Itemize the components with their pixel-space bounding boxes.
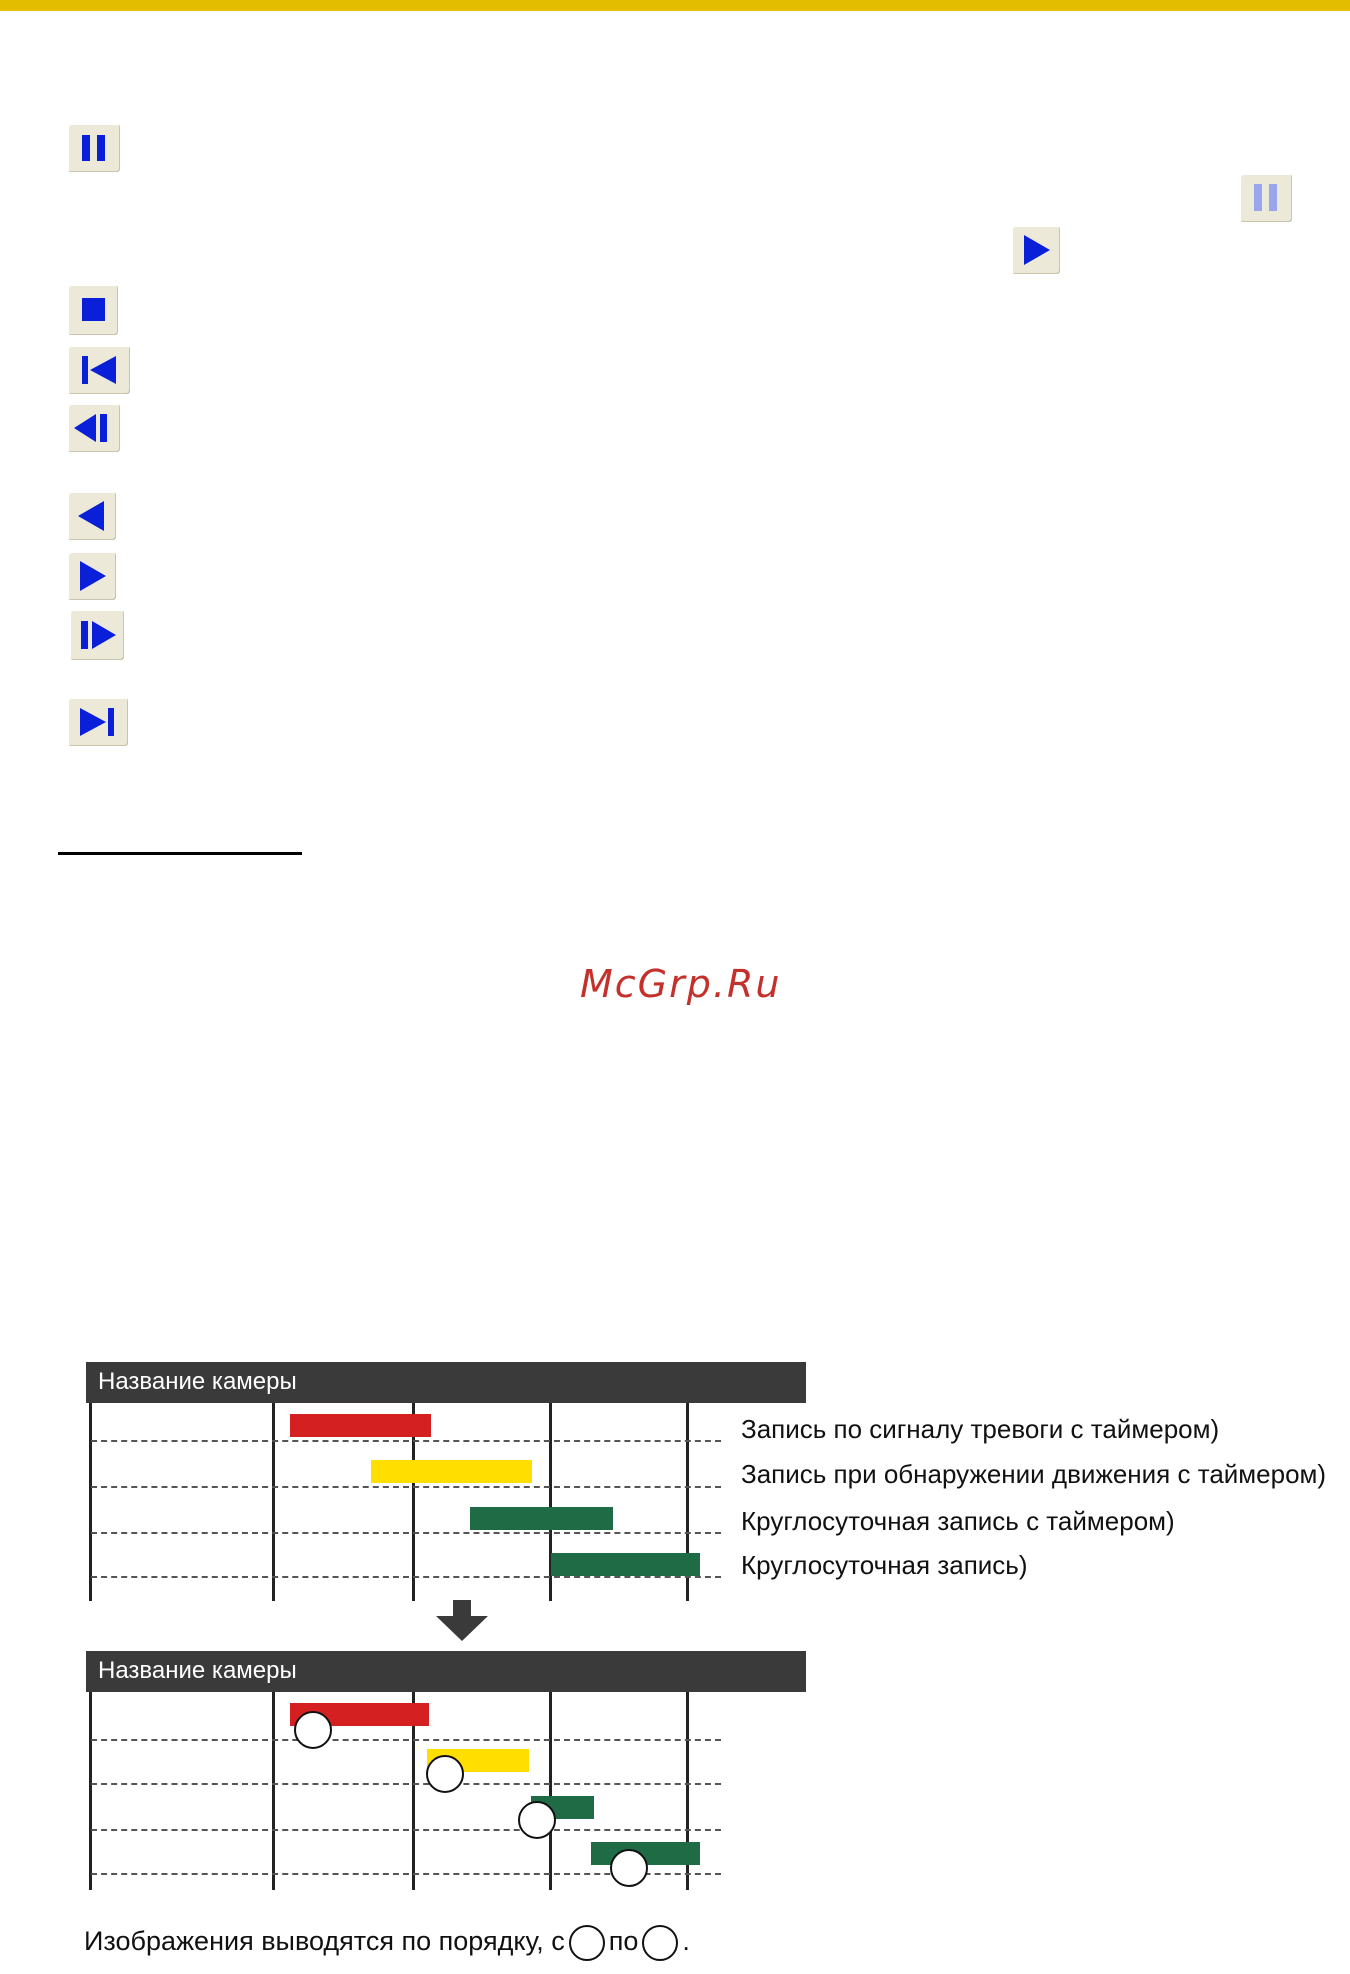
- timeline-divider: [89, 1403, 92, 1601]
- timeline-divider: [272, 1403, 275, 1601]
- alarm-recording-bar: [290, 1414, 431, 1437]
- top-accent-bar: [0, 0, 1350, 11]
- stop-button[interactable]: [68, 285, 118, 335]
- timeline-row-line: [91, 1576, 721, 1578]
- order-marker: [294, 1711, 332, 1749]
- order-marker-last: [642, 1925, 678, 1961]
- step-forward-icon: [70, 610, 124, 660]
- down-arrow-icon: [436, 1600, 488, 1642]
- reverse-play-icon: [68, 492, 116, 540]
- order-caption: [84, 1925, 690, 1961]
- timeline-divider: [89, 1692, 92, 1890]
- pause-button[interactable]: [68, 124, 120, 172]
- forward-play-icon: [68, 552, 116, 600]
- forward-play-button[interactable]: [68, 552, 116, 600]
- camera-timeline-after: [86, 1651, 806, 1891]
- order-marker-first: [569, 1925, 605, 1961]
- legend-continuous-timer: Круглосуточная запись с таймером): [741, 1506, 1175, 1536]
- watermark: McGrp.Ru: [580, 962, 782, 1006]
- skip-to-end-button[interactable]: [68, 698, 128, 746]
- step-forward-button[interactable]: [70, 610, 124, 660]
- step-back-button[interactable]: [68, 404, 120, 452]
- pause-disabled-button[interactable]: [1240, 174, 1292, 222]
- section-heading-rule: [58, 852, 302, 855]
- pause-disabled-icon: [1240, 174, 1292, 222]
- continuous-recording-bar: [551, 1553, 700, 1576]
- timeline-row-line: [91, 1829, 721, 1831]
- camera-name-label: Название камеры: [98, 1368, 297, 1395]
- timeline-row-line: [91, 1739, 721, 1741]
- timeline-row-line: [91, 1486, 721, 1488]
- caption-text-start: Изображения выводятся по порядку, с: [84, 1926, 565, 1957]
- timeline-row-line: [91, 1532, 721, 1534]
- timeline-divider: [549, 1692, 552, 1890]
- timeline-row-line: [91, 1783, 721, 1785]
- order-marker: [518, 1801, 556, 1839]
- skip-to-start-button[interactable]: [68, 346, 130, 394]
- pause-icon: [68, 124, 120, 172]
- order-marker: [426, 1755, 464, 1793]
- camera-name-header: [86, 1362, 806, 1403]
- step-back-icon: [68, 404, 120, 452]
- timeline-divider: [272, 1692, 275, 1890]
- camera-name-label: Название камеры: [98, 1657, 297, 1684]
- order-marker: [610, 1849, 648, 1887]
- skip-to-end-icon: [68, 698, 128, 746]
- caption-text-middle: по: [608, 1926, 639, 1957]
- legend-motion-timer: Запись при обнаружении движения с таймером): [741, 1459, 1327, 1489]
- reverse-play-button[interactable]: [68, 492, 116, 540]
- timeline-row-line: [91, 1440, 721, 1442]
- motion-recording-bar: [371, 1460, 532, 1483]
- play-icon: [1012, 226, 1060, 274]
- legend-alarm-timer: Запись по сигналу тревоги с таймером): [741, 1414, 1220, 1444]
- camera-name-header: [86, 1651, 806, 1692]
- stop-icon: [68, 285, 118, 335]
- timer-recording-bar: [470, 1507, 613, 1530]
- play-button[interactable]: [1012, 226, 1060, 274]
- skip-to-start-icon: [68, 346, 130, 394]
- legend-continuous: Круглосуточная запись): [741, 1550, 1028, 1580]
- caption-text-end: .: [682, 1926, 690, 1957]
- camera-timeline-before: [86, 1362, 806, 1602]
